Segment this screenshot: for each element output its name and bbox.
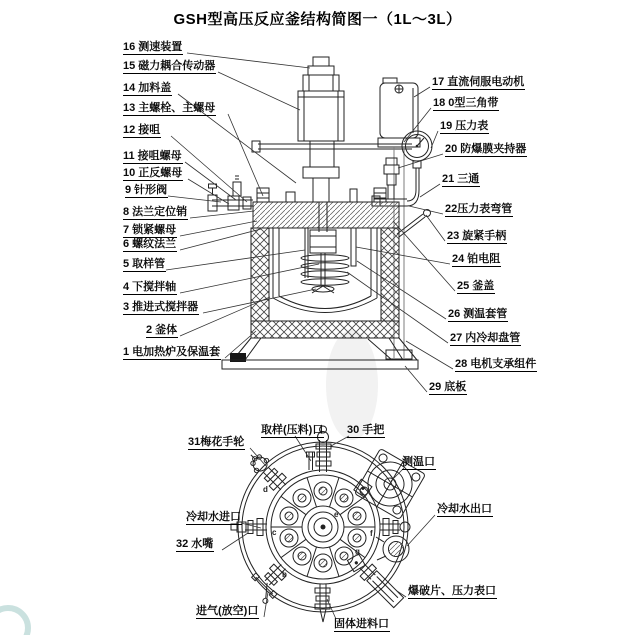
port-label-handwheel-31: 31梅花手轮 xyxy=(188,436,245,448)
port-label-cooling-in: 冷却水进口 xyxy=(186,511,241,523)
point-letter-d: d xyxy=(263,485,268,494)
point-letter-e: e xyxy=(334,510,339,519)
part-label-24: 24 铂电阻 xyxy=(452,253,501,265)
part-label-15: 15 磁力耦合传动器 xyxy=(123,60,216,72)
part-label-17: 17 直流伺服电动机 xyxy=(432,76,525,88)
port-label-solid-feed: 固体进料口 xyxy=(334,618,389,630)
port-label-temp: 测温口 xyxy=(402,456,435,468)
point-letter-c: c xyxy=(272,528,277,537)
port-label-handle-30: 30 手把 xyxy=(347,424,385,436)
needle-valve-pipe xyxy=(208,176,253,211)
top-view-drawing xyxy=(231,426,426,622)
magnetic-coupling xyxy=(298,91,344,202)
part-label-1: 1 电加热炉及保温套 xyxy=(123,346,221,358)
solid-feed-port xyxy=(315,584,330,622)
part-label-11: 11 接咀螺母 xyxy=(123,150,182,162)
part-label-3: 3 推进式搅拌器 xyxy=(123,301,199,313)
part-label-19: 19 压力表 xyxy=(440,120,489,132)
part-label-12: 12 接咀 xyxy=(123,124,161,136)
side-view-drawing xyxy=(208,57,432,369)
part-label-26: 26 测温套管 xyxy=(448,308,508,320)
water-outlet-fitting xyxy=(376,536,409,562)
part-label-25: 25 釜盖 xyxy=(457,280,495,292)
stand-base xyxy=(222,338,418,369)
part-label-21: 21 三通 xyxy=(442,173,480,185)
gas-valve xyxy=(245,556,294,605)
part-label-29: 29 底板 xyxy=(429,381,467,393)
point-letter-f: f xyxy=(370,529,373,538)
part-label-27: 27 内冷却盘管 xyxy=(450,332,521,344)
part-label-5: 5 取样管 xyxy=(123,258,166,270)
part-label-7: 7 锁紧螺母 xyxy=(123,224,177,236)
part-label-4: 4 下搅拌轴 xyxy=(123,281,177,293)
point-letter-g: g xyxy=(355,547,360,556)
right-port xyxy=(380,519,410,536)
corner-watermark xyxy=(0,608,28,635)
part-label-20: 20 防爆膜夹持器 xyxy=(445,143,527,155)
part-label-9: 9 针形阀 xyxy=(125,184,168,196)
part-label-13: 13 主螺栓、主螺母 xyxy=(123,102,216,114)
port-label-nozzle-32: 32 水嘴 xyxy=(176,538,214,550)
speed-sensor xyxy=(303,57,339,91)
page-title: GSH型高压反应釜结构简图一（1L～3L） xyxy=(173,11,462,28)
clamp-handle xyxy=(397,210,431,238)
servo-motor xyxy=(378,78,420,147)
port-label-burst-disc: 爆破片、压力表口 xyxy=(408,585,496,597)
part-label-23: 23 旋紧手柄 xyxy=(447,230,507,242)
part-label-18: 18 0型三角带 xyxy=(433,97,499,109)
part-label-8: 8 法兰定位销 xyxy=(123,206,188,218)
vessel-lid xyxy=(253,188,399,228)
part-label-22: 22压力表弯管 xyxy=(445,203,513,215)
part-label-6: 6 螺纹法兰 xyxy=(123,238,177,250)
part-label-10: 10 正反螺母 xyxy=(123,167,183,179)
part-label-2: 2 釜体 xyxy=(146,324,178,336)
port-label-sampling: 取样(压料)口 xyxy=(261,424,324,436)
point-letter-b: b xyxy=(282,570,287,579)
port-label-gas: 进气(放空)口 xyxy=(196,605,259,617)
part-label-28: 28 电机支承组件 xyxy=(455,358,537,370)
pressure-gauge xyxy=(402,131,432,206)
port-label-cooling-out: 冷却水出口 xyxy=(437,503,492,515)
part-label-14: 14 加料盖 xyxy=(123,82,172,94)
part-label-16: 16 测速装置 xyxy=(123,41,183,53)
